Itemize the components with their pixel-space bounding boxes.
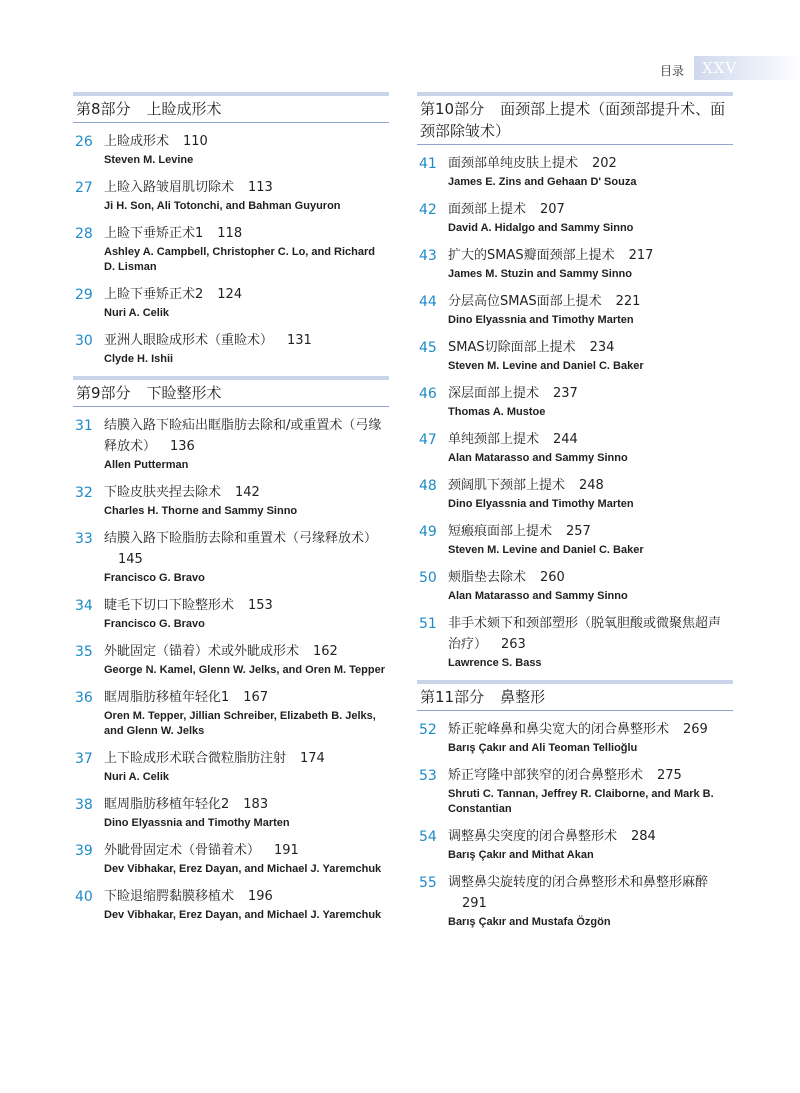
chapter-number: 28 <box>75 226 93 242</box>
page-number: 244 <box>553 432 578 447</box>
toc-entry[interactable] <box>417 567 733 604</box>
chapter-title: 眶周脂肪移植年轻化2 <box>104 797 230 812</box>
chapter-title: 眶周脂肪移植年轻化1 <box>104 690 230 705</box>
page-header <box>0 56 800 82</box>
page-number: 118 <box>217 226 243 241</box>
toc-entry[interactable] <box>73 482 389 519</box>
chapter-authors: Dino Elyassnia and Timothy Marten <box>104 817 290 829</box>
chapter-title-line <box>448 383 733 404</box>
page-number: 124 <box>217 287 243 302</box>
chapter-title: 外眦固定（锚着）术或外眦成形术 <box>104 644 300 659</box>
chapter-title-line <box>448 521 733 542</box>
chapter-number: 36 <box>75 690 93 706</box>
toc-entry[interactable] <box>73 177 389 214</box>
section-part-label: 第10部分 <box>420 100 485 118</box>
section-part-label: 第9部分 <box>76 384 131 402</box>
chapter-title-line <box>448 291 733 312</box>
chapter-number: 51 <box>419 616 437 632</box>
page-number: 110 <box>183 134 208 149</box>
page-number: 207 <box>540 202 565 217</box>
chapter-title: 上睑下垂矫正术2 <box>104 287 204 302</box>
chapter-number: 41 <box>419 156 437 172</box>
chapter-title: 扩大的SMAS瓣面颈部上提术 <box>448 248 615 263</box>
chapter-title: 外眦骨固定术（骨锚着术） <box>104 843 261 858</box>
toc-section <box>417 92 733 671</box>
page-number: 174 <box>300 751 325 766</box>
chapter-authors: Nuri A. Celik <box>104 307 169 319</box>
chapter-title-line <box>104 284 389 305</box>
toc-entry[interactable] <box>73 528 389 586</box>
chapter-authors: Nuri A. Celik <box>104 771 169 783</box>
chapter-title-line <box>448 872 733 914</box>
section-heading <box>417 680 733 711</box>
header-label: 目录 <box>659 64 684 78</box>
chapter-title-line <box>448 153 733 174</box>
chapter-number: 38 <box>75 797 93 813</box>
toc-entry[interactable] <box>73 748 389 785</box>
page-number: 136 <box>170 439 195 454</box>
chapter-authors: Alan Matarasso and Sammy Sinno <box>448 590 628 602</box>
chapter-title-line <box>104 482 389 503</box>
chapter-authors: David A. Hidalgo and Sammy Sinno <box>448 222 634 234</box>
chapter-title: 分层高位SMAS面部上提术 <box>448 294 602 309</box>
toc-section <box>73 376 389 923</box>
toc-entry[interactable] <box>73 794 389 831</box>
toc-entry[interactable] <box>73 131 389 168</box>
toc-column-left <box>73 92 389 932</box>
chapter-title: 下睑皮肤夹捏去除术 <box>104 485 222 500</box>
chapter-authors: George N. Kamel, Glenn W. Jelks, and Oren M. Tepper <box>104 664 385 676</box>
toc-column-right <box>417 92 733 939</box>
chapter-authors: Barış Çakır and Ali Teoman Tellioğlu <box>448 742 638 754</box>
chapter-authors: Alan Matarasso and Sammy Sinno <box>448 452 628 464</box>
chapter-number: 45 <box>419 340 437 356</box>
chapter-authors: Dino Elyassnia and Timothy Marten <box>448 498 634 510</box>
toc-entry[interactable] <box>417 199 733 236</box>
toc-entry[interactable] <box>73 595 389 632</box>
chapter-number: 50 <box>419 570 437 586</box>
chapter-title-line <box>448 475 733 496</box>
toc-entry[interactable] <box>73 415 389 473</box>
chapter-title: 颈阔肌下颈部上提术 <box>448 478 566 493</box>
page-number: 221 <box>615 294 641 309</box>
toc-entry[interactable] <box>417 872 733 930</box>
toc-entry[interactable] <box>417 521 733 558</box>
chapter-number: 54 <box>419 829 437 845</box>
chapter-title: 上睑入路皱眉肌切除术 <box>104 180 235 195</box>
section-part-label: 第11部分 <box>420 688 485 706</box>
toc-section <box>73 92 389 367</box>
chapter-number: 44 <box>419 294 437 310</box>
chapter-title-line <box>448 765 733 786</box>
chapter-title-line <box>448 245 733 266</box>
chapter-authors: Barış Çakır and Mithat Akan <box>448 849 594 861</box>
chapter-title-line <box>104 223 389 244</box>
chapter-title: 上睑下垂矫正术1 <box>104 226 204 241</box>
chapter-title-line <box>104 886 389 907</box>
page-number: 183 <box>243 797 269 812</box>
toc-entry[interactable] <box>417 429 733 466</box>
chapter-authors: Oren M. Tepper, Jillian Schreiber, Elizabeth B. Jelks, and Glenn W. Jelks <box>104 710 376 737</box>
page-number: 145 <box>118 552 143 567</box>
toc-entry[interactable] <box>417 153 733 190</box>
chapter-title: 矫正驼峰鼻和鼻尖宽大的闭合鼻整形术 <box>448 722 670 737</box>
chapter-authors: Shruti C. Tannan, Jeffrey R. Claiborne, and Mark B. Constantian <box>448 788 714 815</box>
page-number: 275 <box>657 768 682 783</box>
chapter-title: 面颈部单纯皮肤上提术 <box>448 156 579 171</box>
chapter-number: 32 <box>75 485 93 501</box>
chapter-title: 调整鼻尖旋转度的闭合鼻整形术和鼻整形麻醉 <box>448 875 709 890</box>
chapter-title-line <box>104 177 389 198</box>
section-heading <box>417 92 733 145</box>
chapter-number: 26 <box>75 134 93 150</box>
toc-entry[interactable] <box>417 475 733 512</box>
chapter-number: 40 <box>75 889 93 905</box>
chapter-title: 单纯颈部上提术 <box>448 432 540 447</box>
toc-entry[interactable] <box>417 291 733 328</box>
page-number: 263 <box>501 637 526 652</box>
chapter-title-line <box>448 613 733 655</box>
page-number: 257 <box>566 524 591 539</box>
toc-entry[interactable] <box>417 765 733 817</box>
chapter-title-line <box>448 826 733 847</box>
chapter-title-line <box>104 415 389 457</box>
chapter-number: 29 <box>75 287 93 303</box>
chapter-title-line <box>104 748 389 769</box>
chapter-number: 48 <box>419 478 437 494</box>
chapter-number: 46 <box>419 386 437 402</box>
section-part-label: 第8部分 <box>76 100 131 118</box>
chapter-title: 面颈部上提术 <box>448 202 527 217</box>
chapter-title-line <box>104 528 389 570</box>
toc-entry[interactable] <box>73 840 389 877</box>
chapter-authors: Francisco G. Bravo <box>104 618 205 630</box>
chapter-number: 42 <box>419 202 437 218</box>
toc-entry[interactable] <box>73 687 389 739</box>
chapter-authors: Clyde H. Ishii <box>104 353 174 365</box>
chapter-title-line <box>448 429 733 450</box>
chapter-authors: Francisco G. Bravo <box>104 572 205 584</box>
chapter-authors: Steven M. Levine and Daniel C. Baker <box>448 360 644 372</box>
chapter-title-line <box>104 595 389 616</box>
page-number: 162 <box>313 644 338 659</box>
chapter-title: 结膜入路下睑脂肪去除和重置术（弓缘释放术） <box>104 531 378 546</box>
page-number: 191 <box>274 843 299 858</box>
chapter-title-line <box>104 687 389 708</box>
chapter-authors: Dev Vibhakar, Erez Dayan, and Michael J. Yaremchuk <box>104 909 382 921</box>
chapter-number: 35 <box>75 644 93 660</box>
chapter-authors: Dino Elyassnia and Timothy Marten <box>448 314 634 326</box>
page-number: 196 <box>248 889 273 904</box>
page-number: 260 <box>540 570 565 585</box>
chapter-authors: James E. Zins and Gehaan D' Souza <box>448 176 637 188</box>
chapter-authors: Ji H. Son, Ali Totonchi, and Bahman Guyuron <box>104 200 341 212</box>
toc-entry[interactable] <box>73 641 389 678</box>
chapter-title: 调整鼻尖突度的闭合鼻整形术 <box>448 829 618 844</box>
section-title: 下睑整形术 <box>146 384 222 402</box>
chapter-title: 矫正穹隆中部狭窄的闭合鼻整形术 <box>448 768 644 783</box>
toc-entry[interactable] <box>73 330 389 367</box>
toc-section <box>417 680 733 930</box>
chapter-authors: Steven M. Levine and Daniel C. Baker <box>448 544 644 556</box>
chapter-title: 上睑成形术 <box>104 134 170 149</box>
chapter-number: 34 <box>75 598 93 614</box>
page-number: 217 <box>628 248 654 263</box>
chapter-authors: Lawrence S. Bass <box>448 657 542 669</box>
chapter-title: 结膜入路下睑疝出眶脂肪去除和/或重置术（弓缘释放术） <box>104 418 382 454</box>
chapter-authors: James M. Stuzin and Sammy Sinno <box>448 268 632 280</box>
toc-entry[interactable] <box>73 223 389 275</box>
chapter-title-line <box>104 794 389 815</box>
toc-entry[interactable] <box>73 886 389 923</box>
section-title: 面颈部上提术（面颈部提升术、面颈部除皱术） <box>420 100 726 140</box>
chapter-title-line <box>104 641 389 662</box>
toc-entry[interactable] <box>417 245 733 282</box>
chapter-authors: Ashley A. Campbell, Christopher C. Lo, and Richard D. Lisman <box>104 246 375 273</box>
page-number: 153 <box>248 598 273 613</box>
chapter-title: 深层面部上提术 <box>448 386 540 401</box>
toc-entry[interactable] <box>417 826 733 863</box>
chapter-number: 30 <box>75 333 93 349</box>
chapter-number: 39 <box>75 843 93 859</box>
chapter-number: 49 <box>419 524 437 540</box>
toc-entry[interactable] <box>417 613 733 671</box>
chapter-number: 47 <box>419 432 437 448</box>
chapter-authors: Charles H. Thorne and Sammy Sinno <box>104 505 298 517</box>
chapter-number: 37 <box>75 751 93 767</box>
chapter-number: 43 <box>419 248 437 264</box>
page-number: 202 <box>592 156 617 171</box>
section-title: 鼻整形 <box>500 688 546 706</box>
chapter-title: 亚洲人眼睑成形术（重睑术） <box>104 333 274 348</box>
section-heading <box>73 92 389 123</box>
page-number: 284 <box>631 829 656 844</box>
page-number: 131 <box>287 333 312 348</box>
chapter-number: 53 <box>419 768 437 784</box>
toc-entry[interactable] <box>417 719 733 756</box>
chapter-title: 非手术颏下和颈部塑形（脱氧胆酸或微聚焦超声治疗） <box>448 616 722 652</box>
chapter-title: 短瘢痕面部上提术 <box>448 524 553 539</box>
chapter-title-line <box>104 840 389 861</box>
chapter-title-line <box>104 131 389 152</box>
chapter-authors: Thomas A. Mustoe <box>448 406 546 418</box>
chapter-title: 睫毛下切口下睑整形术 <box>104 598 235 613</box>
chapter-number: 33 <box>75 531 93 547</box>
chapter-title: SMAS切除面部上提术 <box>448 340 576 355</box>
page-number: 234 <box>589 340 615 355</box>
toc-entry[interactable] <box>417 383 733 420</box>
toc-entry[interactable] <box>417 337 733 374</box>
chapter-title: 下睑退缩腭黏膜移植术 <box>104 889 235 904</box>
chapter-authors: Barış Çakır and Mustafa Özgön <box>448 916 611 928</box>
chapter-number: 27 <box>75 180 93 196</box>
chapter-title: 颊脂垫去除术 <box>448 570 527 585</box>
chapter-number: 55 <box>419 875 437 891</box>
page-number: 248 <box>579 478 604 493</box>
chapter-title-line <box>448 719 733 740</box>
chapter-title-line <box>448 567 733 588</box>
chapter-authors: Dev Vibhakar, Erez Dayan, and Michael J. Yaremchuk <box>104 863 382 875</box>
chapter-title-line <box>448 337 733 358</box>
page-number: 167 <box>243 690 269 705</box>
chapter-title-line <box>448 199 733 220</box>
chapter-authors: Steven M. Levine <box>104 154 194 166</box>
page-number-roman: XXV <box>702 59 738 77</box>
chapter-number: 31 <box>75 418 93 434</box>
chapter-title-line <box>104 330 389 351</box>
section-title: 上睑成形术 <box>146 100 222 118</box>
chapter-authors: Allen Putterman <box>104 459 189 471</box>
chapter-title: 上下睑成形术联合微粒脂肪注射 <box>104 751 287 766</box>
section-heading <box>73 376 389 407</box>
page-number: 291 <box>462 896 487 911</box>
page-number: 142 <box>235 485 260 500</box>
toc-entry[interactable] <box>73 284 389 321</box>
chapter-number: 52 <box>419 722 437 738</box>
header-band <box>694 56 800 80</box>
page-number: 237 <box>553 386 578 401</box>
page-number: 269 <box>683 722 708 737</box>
page-number: 113 <box>248 180 273 195</box>
